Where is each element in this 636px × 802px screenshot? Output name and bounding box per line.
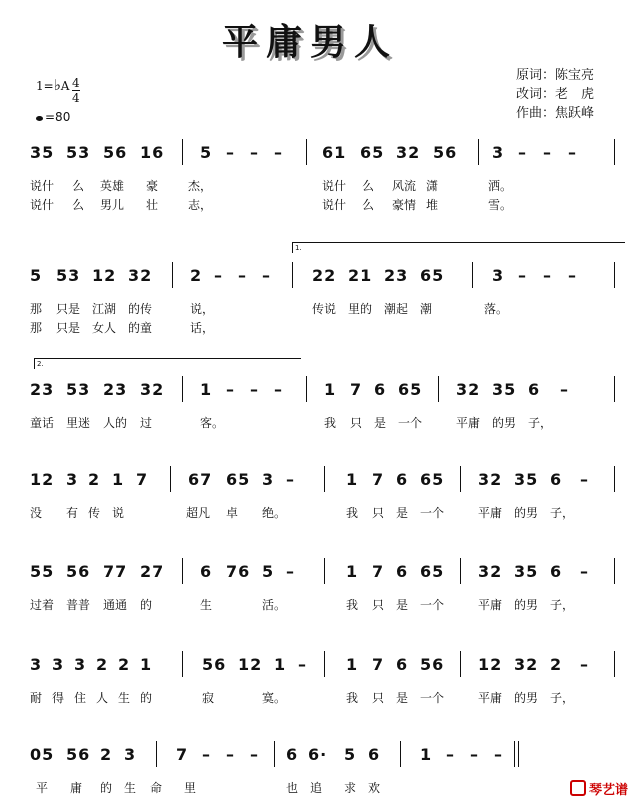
lyric-word: 耐 — [30, 691, 43, 705]
note-token: 1 — [200, 380, 213, 399]
lyric-word: 的童 — [128, 321, 153, 335]
note-token: 1 — [346, 470, 359, 489]
note-token: – — [202, 745, 211, 764]
note-token: 7 — [136, 470, 149, 489]
note-token: 32 — [456, 380, 481, 399]
barline — [292, 262, 293, 288]
key-prefix: 1= — [36, 79, 54, 93]
lyric-word: 超凡 — [186, 506, 211, 520]
note-token: 56 — [202, 655, 227, 674]
lyric-word: 童话 — [30, 416, 55, 430]
note-token: 65 — [420, 562, 445, 581]
lyric-word: 只是 — [56, 321, 81, 335]
note-token: 1 — [140, 655, 153, 674]
note-token: 32 — [514, 655, 539, 674]
lyric-word: 说什 — [322, 198, 347, 212]
lyric-word: 住 — [74, 691, 87, 705]
note-token: 76 — [226, 562, 251, 581]
tempo-value: =80 — [45, 110, 71, 124]
note-token: – — [543, 266, 552, 285]
lyric-word: 生 — [200, 598, 213, 612]
lyric-word: 的男 — [492, 416, 517, 430]
lyric-word: 说 — [112, 506, 125, 520]
note-token: 23 — [384, 266, 409, 285]
lyric-word: 命 — [150, 781, 163, 795]
note-token: 32 — [478, 562, 503, 581]
lyric-word: 求 — [344, 781, 357, 795]
lyric-word: 人 — [96, 691, 109, 705]
note-token: 65 — [420, 266, 445, 285]
lyric-word: 里 — [184, 781, 197, 795]
barline — [460, 651, 461, 677]
lyric-word: 子， — [550, 691, 575, 705]
note-token: – — [226, 143, 235, 162]
volta-bracket: 2. — [34, 358, 301, 369]
note-token: 32 — [140, 380, 165, 399]
note-token: 12 — [92, 266, 117, 285]
note-token: 7 — [372, 655, 385, 674]
note-token: 3 — [52, 655, 65, 674]
note-token: 7 — [350, 380, 363, 399]
note-token: 65 — [226, 470, 251, 489]
note-token: 16 — [140, 143, 165, 162]
lyric-word: 的 — [100, 781, 113, 795]
lyric-word: 一个 — [398, 416, 423, 430]
flat-sign: ♭ — [53, 76, 61, 94]
note-token: 3 — [30, 655, 43, 674]
note-token: 6 — [396, 562, 409, 581]
lyric-word: 么 — [362, 179, 375, 193]
lyric-word: 寞。 — [262, 691, 287, 705]
barline — [306, 139, 307, 165]
lyric-word: 只 — [372, 598, 385, 612]
lyric-word: 潮 — [420, 302, 433, 316]
note-token: 6 — [550, 562, 563, 581]
lyric-word: 英雄 — [100, 179, 125, 193]
lyric-word: 活。 — [262, 598, 287, 612]
lyric-word: 寂 — [202, 691, 215, 705]
score-row — [0, 143, 636, 212]
lyric-word: 的传 — [128, 302, 153, 316]
note-token: – — [214, 266, 223, 285]
note-token: – — [470, 745, 479, 764]
note-token: 21 — [348, 266, 373, 285]
note-token: – — [250, 143, 259, 162]
lyric-word: 那 — [30, 302, 43, 316]
note-token: 23 — [30, 380, 55, 399]
note-token: – — [580, 655, 589, 674]
note-token: 1 — [324, 380, 337, 399]
time-numerator: 4 — [72, 76, 80, 90]
note-token: 6 — [528, 380, 541, 399]
lyric-word: 传 — [88, 506, 101, 520]
lyric-word: 说什 — [322, 179, 347, 193]
lyric-word: 我 — [324, 416, 337, 430]
lyric-word: 潇 — [426, 179, 439, 193]
note-token: – — [262, 266, 271, 285]
note-token: 53 — [66, 143, 91, 162]
barline — [182, 651, 183, 677]
lyric-word: 平 — [36, 781, 49, 795]
lyric-word: 我 — [346, 598, 359, 612]
note-token: – — [568, 266, 577, 285]
note-token: 3 — [74, 655, 87, 674]
credit-original-lyrics: 原词：陈宝亮 — [516, 68, 595, 83]
lyric-word: 卓 — [226, 506, 239, 520]
note-token: 6 — [396, 655, 409, 674]
note-token: 3 — [262, 470, 275, 489]
note-token: 5 — [200, 143, 213, 162]
lyric-word: 一个 — [420, 691, 445, 705]
note-token: 12 — [30, 470, 55, 489]
note-token: 7 — [176, 745, 189, 764]
logo-text: 琴艺谱 — [588, 783, 628, 798]
lyric-word: 客。 — [200, 416, 225, 430]
lyric-word: 是 — [396, 598, 409, 612]
note-token: 53 — [56, 266, 81, 285]
lyric-word: 么 — [72, 179, 85, 193]
lyric-word: 是 — [396, 506, 409, 520]
note-token: 35 — [514, 470, 539, 489]
lyric-word: 平庸 — [456, 416, 481, 430]
lyric-word: 只 — [372, 691, 385, 705]
note-token: – — [226, 745, 235, 764]
note-token: – — [286, 470, 295, 489]
lyric-word: 一个 — [420, 506, 445, 520]
note-token: 32 — [396, 143, 421, 162]
lyric-word: 的 — [140, 598, 153, 612]
barline — [182, 376, 183, 402]
score-row — [0, 470, 636, 520]
note-token: 77 — [103, 562, 128, 581]
barline — [614, 558, 615, 584]
lyric-word: 庸 — [70, 781, 83, 795]
key-signature — [36, 76, 80, 105]
note-token: 6 — [374, 380, 387, 399]
note-token: – — [568, 143, 577, 162]
lyric-word: 我 — [346, 506, 359, 520]
quarter-note-icon — [36, 116, 43, 121]
note-token: – — [560, 380, 569, 399]
lyric-word: 的男 — [514, 598, 539, 612]
note-token: 5 — [30, 266, 43, 285]
lyric-word: 也 — [286, 781, 299, 795]
barline — [324, 466, 325, 492]
note-token: 67 — [188, 470, 213, 489]
note-token: 2 — [190, 266, 203, 285]
score-row — [0, 562, 636, 612]
note-token: 35 — [492, 380, 517, 399]
lyric-word: 绝。 — [262, 506, 287, 520]
barline — [306, 376, 307, 402]
note-token: 2 — [118, 655, 131, 674]
note-token: 1 — [346, 562, 359, 581]
note-token: 3 — [492, 266, 505, 285]
note-token: 56 — [66, 562, 91, 581]
lyric-word: 里的 — [348, 302, 373, 316]
note-token: 6· — [308, 745, 328, 764]
note-token: 3 — [66, 470, 79, 489]
lyric-word: 豪 — [146, 179, 159, 193]
lyric-word: 的男 — [514, 691, 539, 705]
barline — [460, 558, 461, 584]
note-token: 12 — [238, 655, 263, 674]
lyric-word: 人的 — [103, 416, 128, 430]
note-token: 32 — [128, 266, 153, 285]
lyric-word: 只 — [350, 416, 363, 430]
lyric-word: 平庸 — [478, 691, 503, 705]
lyric-word: 没 — [30, 506, 43, 520]
lyric-word: 志， — [188, 198, 213, 212]
note-token: – — [274, 143, 283, 162]
lyric-word: 说什 — [30, 179, 55, 193]
lyric-word: 平庸 — [478, 506, 503, 520]
lyric-word: 壮 — [146, 198, 159, 212]
lyric-word: 么 — [362, 198, 375, 212]
note-token: 65 — [360, 143, 385, 162]
note-token: – — [580, 562, 589, 581]
lyric-word: 有 — [66, 506, 79, 520]
note-token: 6 — [396, 470, 409, 489]
lyric-word: 是 — [374, 416, 387, 430]
lyric-word: 里迷 — [66, 416, 91, 430]
barline — [182, 558, 183, 584]
note-token: 61 — [322, 143, 347, 162]
lyric-word: 子， — [550, 506, 575, 520]
note-token: – — [286, 562, 295, 581]
barline — [514, 741, 515, 767]
lyric-word: 说什 — [30, 198, 55, 212]
lyric-word: 女人 — [92, 321, 117, 335]
note-token: 3 — [124, 745, 137, 764]
note-token: 35 — [514, 562, 539, 581]
logo-icon — [570, 780, 586, 796]
lyric-word: 我 — [346, 691, 359, 705]
score-row — [0, 244, 636, 335]
lyric-word: 么 — [72, 198, 85, 212]
barline — [400, 741, 401, 767]
barline — [172, 262, 173, 288]
lyric-word: 生 — [118, 691, 131, 705]
lyric-word: 通通 — [103, 598, 128, 612]
note-token: – — [580, 470, 589, 489]
barline — [472, 262, 473, 288]
note-token: 6 — [550, 470, 563, 489]
note-token: – — [518, 143, 527, 162]
note-token: 35 — [30, 143, 55, 162]
barline — [614, 376, 615, 402]
lyric-word: 话， — [190, 321, 215, 335]
note-token: 56 — [420, 655, 445, 674]
note-token: 1 — [112, 470, 125, 489]
note-token: 5 — [344, 745, 357, 764]
note-token: 1 — [420, 745, 433, 764]
note-token: 1 — [274, 655, 287, 674]
lyric-word: 平庸 — [478, 598, 503, 612]
score-row — [0, 360, 636, 430]
note-token: – — [274, 380, 283, 399]
note-token: – — [238, 266, 247, 285]
note-token: 65 — [420, 470, 445, 489]
lyric-word: 江湖 — [92, 302, 117, 316]
barline — [614, 262, 615, 288]
note-token: 6 — [286, 745, 299, 764]
barline — [324, 651, 325, 677]
note-token: 22 — [312, 266, 337, 285]
note-token: 6 — [200, 562, 213, 581]
lyric-word: 生 — [124, 781, 137, 795]
note-token: 05 — [30, 745, 55, 764]
time-denominator: 4 — [72, 91, 80, 105]
note-token: – — [250, 745, 259, 764]
barline — [614, 466, 615, 492]
barline — [274, 741, 275, 767]
site-logo — [570, 779, 628, 798]
lyric-word: 一个 — [420, 598, 445, 612]
time-signature — [72, 76, 80, 105]
lyric-word: 得 — [52, 691, 65, 705]
lyric-word: 洒。 — [488, 179, 513, 193]
note-token: 1 — [346, 655, 359, 674]
note-token: 55 — [30, 562, 55, 581]
barline — [460, 466, 461, 492]
lyric-word: 是 — [396, 691, 409, 705]
note-token: 2 — [550, 655, 563, 674]
note-token: – — [446, 745, 455, 764]
lyric-word: 堆 — [426, 198, 439, 212]
lyric-word: 风流 — [392, 179, 417, 193]
note-token: 27 — [140, 562, 165, 581]
credit-composer: 作曲：焦跃峰 — [516, 106, 595, 121]
note-token: 23 — [103, 380, 128, 399]
score-row — [0, 655, 636, 705]
barline — [156, 741, 157, 767]
note-token: 56 — [103, 143, 128, 162]
lyric-word: 说， — [190, 302, 215, 316]
lyric-word: 只是 — [56, 302, 81, 316]
tempo-marking — [36, 110, 70, 124]
lyric-word: 那 — [30, 321, 43, 335]
note-token: – — [518, 266, 527, 285]
lyric-word: 雪。 — [488, 198, 513, 212]
lyric-word: 过着 — [30, 598, 55, 612]
note-token: 6 — [368, 745, 381, 764]
lyric-word: 男儿 — [100, 198, 125, 212]
barline — [438, 376, 439, 402]
key-note: A — [60, 79, 70, 93]
note-token: 65 — [398, 380, 423, 399]
credits — [516, 66, 594, 123]
note-token: 12 — [478, 655, 503, 674]
note-token: 2 — [100, 745, 113, 764]
barline — [478, 139, 479, 165]
lyric-word: 欢 — [368, 781, 381, 795]
lyric-word: 杰， — [188, 179, 213, 193]
song-title: 平庸男人 — [221, 22, 398, 63]
note-token: 53 — [66, 380, 91, 399]
lyric-word: 过 — [140, 416, 153, 430]
barline — [614, 139, 615, 165]
lyric-word: 豪情 — [392, 198, 417, 212]
lyric-word: 子， — [528, 416, 553, 430]
note-token: – — [543, 143, 552, 162]
note-token: 56 — [433, 143, 458, 162]
volta-bracket: 1. — [292, 242, 625, 253]
note-token: – — [226, 380, 235, 399]
note-token: – — [494, 745, 503, 764]
lyric-word: 落。 — [484, 302, 509, 316]
barline — [324, 558, 325, 584]
note-token: 2 — [96, 655, 109, 674]
note-token: 5 — [262, 562, 275, 581]
note-token: 32 — [478, 470, 503, 489]
credit-revised-lyrics: 改词：老 虎 — [516, 87, 595, 102]
barline — [170, 466, 171, 492]
barline — [614, 651, 615, 677]
note-token: 56 — [66, 745, 91, 764]
lyric-word: 子， — [550, 598, 575, 612]
lyric-word: 只 — [372, 506, 385, 520]
lyric-word: 追 — [310, 781, 323, 795]
note-token: 7 — [372, 470, 385, 489]
lyric-word: 的 — [140, 691, 153, 705]
note-token: 2 — [88, 470, 101, 489]
lyric-word: 普普 — [66, 598, 91, 612]
barline — [518, 741, 519, 767]
lyric-word: 的男 — [514, 506, 539, 520]
note-token: – — [250, 380, 259, 399]
note-token: – — [298, 655, 307, 674]
barline — [182, 139, 183, 165]
note-token: 3 — [492, 143, 505, 162]
lyric-word: 传说 — [312, 302, 337, 316]
note-token: 7 — [372, 562, 385, 581]
lyric-word: 潮起 — [384, 302, 409, 316]
